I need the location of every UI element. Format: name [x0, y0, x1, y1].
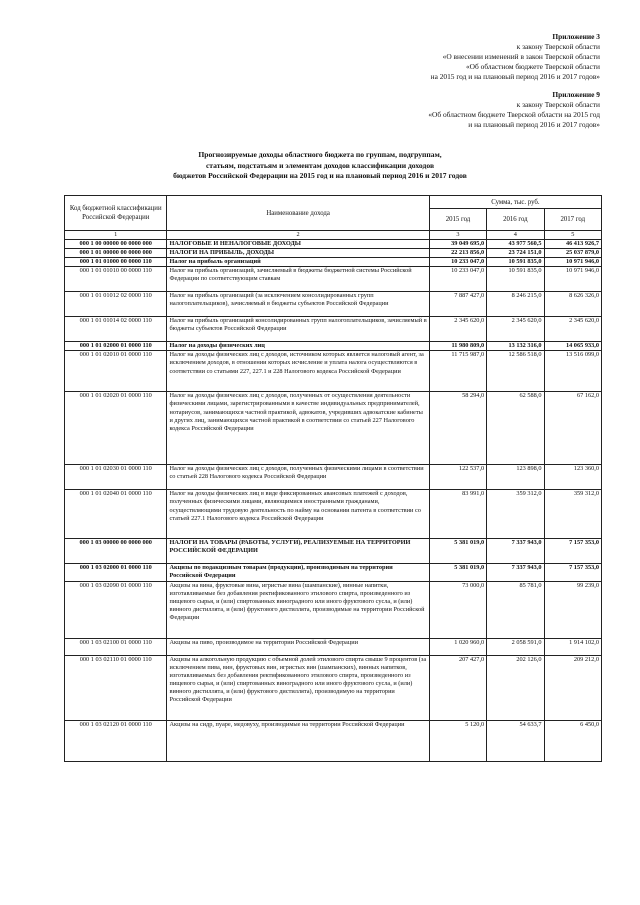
- header-name: Наименование дохода: [167, 196, 429, 231]
- appendix-3-heading: Приложение 3: [552, 32, 600, 41]
- budget-code-cell: 000 1 03 00000 00 0000 000: [65, 539, 167, 564]
- amount-2015-cell: 207 427,0: [429, 655, 486, 720]
- table-row: [65, 581, 602, 638]
- income-name-cell: Налог на прибыль организаций: [167, 258, 429, 267]
- amount-2016-cell: 359 312,0: [487, 490, 544, 539]
- document-title: [90, 150, 550, 182]
- amount-2017-cell: 359 312,0: [544, 490, 601, 539]
- column-number: 2: [167, 231, 429, 240]
- budget-code-cell: 000 1 03 02090 01 0000 110: [65, 581, 167, 638]
- appendix-9-block: [428, 90, 600, 130]
- amount-2015-cell: 83 991,0: [429, 490, 486, 539]
- amount-2017-cell: 99 239,0: [544, 581, 601, 638]
- table-row: [65, 490, 602, 539]
- table-row: [65, 539, 602, 564]
- budget-code-cell: 000 1 03 02110 01 0000 110: [65, 655, 167, 720]
- header-year-2016: 2016 год: [487, 209, 544, 231]
- income-name-cell: Акцизы на вина, фруктовые вина, игристые вина (шампанские), винные напитки, изготавливаемые без добавления ректификованного этилового спирта, произведенного из пищевого сырья, и (или) спиртованных виноградного или иного фруктового сусла, и (или) винного дистиллята, и (или) фруктового дистиллята, производимые на территории Российской Федерации: [167, 581, 429, 638]
- amount-2015-cell: 2 345 620,0: [429, 317, 486, 342]
- amount-2016-cell: 7 337 943,0: [487, 564, 544, 581]
- income-name-cell: Акцизы на алкогольную продукцию с объемной долей этилового спирта свыше 9 процентов (за исключением пива, вин, фруктовых вин, игристых вин (шампанских), винных напитков, изготавливаемых без добавления ректификованного этилового спирта, произведенного из пищевого сырья, и (или) спиртованных виноградного или иного фруктового сусла, и (или) винного дистиллята, и (или) фруктового дистиллята), производимую на территории Российской Федерации: [167, 655, 429, 720]
- amount-2017-cell: 25 037 879,0: [544, 249, 601, 258]
- income-name-cell: НАЛОГОВЫЕ И НЕНАЛОГОВЫЕ ДОХОДЫ: [167, 240, 429, 249]
- column-number-row: [65, 231, 602, 240]
- amount-2017-cell: 67 162,0: [544, 392, 601, 465]
- amount-2017-cell: 2 345 620,0: [544, 317, 601, 342]
- table-row: [65, 267, 602, 292]
- budget-code-cell: 000 1 01 01012 02 0000 110: [65, 292, 167, 317]
- title-line: Прогнозируемые доходы областного бюджета по группам, подгруппам,: [198, 150, 442, 159]
- amount-2015-cell: 11 715 987,0: [429, 351, 486, 392]
- budget-code-cell: 000 1 01 01010 00 0000 110: [65, 267, 167, 292]
- budget-code-cell: 000 1 01 01014 02 0000 110: [65, 317, 167, 342]
- amount-2015-cell: 11 980 809,0: [429, 342, 486, 351]
- header-year-2017: 2017 год: [544, 209, 601, 231]
- amount-2015-cell: 7 887 427,0: [429, 292, 486, 317]
- appendix-9-line: и на плановый период 2016 и 2017 годов»: [468, 120, 600, 129]
- budget-code-cell: 000 1 03 02100 01 0000 110: [65, 638, 167, 655]
- income-name-cell: Акцизы по подакцизным товарам (продукции), производимым на территории Российской Федерации: [167, 564, 429, 581]
- amount-2015-cell: 5 120,0: [429, 720, 486, 761]
- appendix-3-block: [431, 32, 600, 82]
- budget-code-cell: 000 1 01 02010 01 0000 110: [65, 351, 167, 392]
- amount-2017-cell: 209 212,0: [544, 655, 601, 720]
- table-row: [65, 465, 602, 490]
- amount-2015-cell: 5 381 019,0: [429, 564, 486, 581]
- amount-2016-cell: 2 345 620,0: [487, 317, 544, 342]
- header-amount: Сумма, тыс. руб.: [429, 196, 601, 209]
- budget-code-cell: 000 1 01 00000 00 0000 000: [65, 249, 167, 258]
- income-name-cell: Налог на прибыль организаций консолидированных групп налогоплательщиков, зачисляемый в бюджеты субъектов Российской Федерации: [167, 317, 429, 342]
- amount-2015-cell: 58 294,0: [429, 392, 486, 465]
- table-row: [65, 258, 602, 267]
- table-row: [65, 720, 602, 761]
- amount-2017-cell: 8 626 326,0: [544, 292, 601, 317]
- column-number: 1: [65, 231, 167, 240]
- amount-2015-cell: 10 233 047,0: [429, 267, 486, 292]
- income-name-cell: Налог на прибыль организаций, зачисляемый в бюджеты бюджетной системы Российской Федерации по соответствующим ставкам: [167, 267, 429, 292]
- budget-code-cell: 000 1 01 02040 01 0000 110: [65, 490, 167, 539]
- amount-2017-cell: 46 413 926,7: [544, 240, 601, 249]
- title-line: статьям, подстатьям и элементам доходов классификации доходов: [205, 160, 435, 170]
- amount-2015-cell: 122 537,0: [429, 465, 486, 490]
- budget-code-cell: 000 1 03 02000 01 0000 110: [65, 564, 167, 581]
- table-row: [65, 292, 602, 317]
- amount-2016-cell: 202 126,0: [487, 655, 544, 720]
- table-row: [65, 240, 602, 249]
- amount-2015-cell: 1 020 960,0: [429, 638, 486, 655]
- amount-2015-cell: 10 233 047,0: [429, 258, 486, 267]
- amount-2016-cell: 54 633,7: [487, 720, 544, 761]
- amount-2015-cell: 22 213 856,0: [429, 249, 486, 258]
- amount-2017-cell: 10 971 946,0: [544, 267, 601, 292]
- budget-code-cell: 000 1 01 01000 00 0000 110: [65, 258, 167, 267]
- budget-code-cell: 000 1 01 02020 01 0000 110: [65, 392, 167, 465]
- income-name-cell: Налог на доходы физических лиц: [167, 342, 429, 351]
- amount-2016-cell: 8 246 215,0: [487, 292, 544, 317]
- budget-code-cell: 000 1 00 00000 00 0000 000: [65, 240, 167, 249]
- amount-2016-cell: 13 132 316,0: [487, 342, 544, 351]
- table-body: [65, 240, 602, 762]
- appendix-9-heading: Приложение 9: [552, 90, 600, 99]
- table-row: [65, 342, 602, 351]
- table-row: [65, 638, 602, 655]
- table-row: [65, 249, 602, 258]
- amount-2016-cell: 12 586 518,0: [487, 351, 544, 392]
- amount-2016-cell: 10 591 835,0: [487, 258, 544, 267]
- amount-2017-cell: 1 914 102,0: [544, 638, 601, 655]
- table-row: [65, 392, 602, 465]
- revenue-table: [64, 195, 602, 762]
- budget-code-cell: 000 1 01 02000 01 0000 110: [65, 342, 167, 351]
- income-name-cell: Налог на прибыль организаций (за исключением консолидированных групп налогоплательщиков), зачисляемый в бюджеты субъектов Российской Федерации: [167, 292, 429, 317]
- amount-2016-cell: 85 781,0: [487, 581, 544, 638]
- amount-2016-cell: 2 058 591,0: [487, 638, 544, 655]
- amount-2015-cell: 5 381 019,0: [429, 539, 486, 564]
- income-name-cell: Акцизы на пиво, производимое на территории Российской Федерации: [167, 638, 429, 655]
- income-name-cell: Налог на доходы физических лиц с доходов, источником которых является налоговый агент, за исключением доходов, в отношении которых исчисление и уплата налога осуществляются в соответствии со статьями 227, 227.1 и 228 Налогового кодекса Российской Федерации: [167, 351, 429, 392]
- amount-2016-cell: 62 588,0: [487, 392, 544, 465]
- budget-code-cell: 000 1 03 02120 01 0000 110: [65, 720, 167, 761]
- table-header-row: [65, 196, 602, 209]
- amount-2017-cell: 123 360,0: [544, 465, 601, 490]
- amount-2017-cell: 10 971 946,0: [544, 258, 601, 267]
- amount-2017-cell: 7 157 353,0: [544, 564, 601, 581]
- column-number: 4: [487, 231, 544, 240]
- amount-2017-cell: 6 450,0: [544, 720, 601, 761]
- amount-2016-cell: 43 977 560,5: [487, 240, 544, 249]
- appendix-3-line: «Об областном бюджете Тверской области: [465, 62, 600, 71]
- appendix-3-line: «О внесении изменений в закон Тверской области: [442, 52, 600, 61]
- income-name-cell: Налог на доходы физических лиц с доходов, полученных физическими лицами в соответствии со статьей 228 Налогового кодекса Российской Федерации: [167, 465, 429, 490]
- budget-code-cell: 000 1 01 02030 01 0000 110: [65, 465, 167, 490]
- income-name-cell: Налог на доходы физических лиц с доходов, полученных от осуществления деятельности физическими лицами, зарегистрированными в качестве индивидуальных предпринимателей, нотариусов, занимающихся частной практикой, адвокатов, учредивших адвокатские кабинеты и других лиц, занимающихся частной практикой в соответствии со статьей 227 Налогового кодекса Российской Федерации: [167, 392, 429, 465]
- table-row: [65, 564, 602, 581]
- header-code: Код бюджетной классификации Российской Федерации: [65, 196, 167, 231]
- income-name-cell: НАЛОГИ НА ПРИБЫЛЬ, ДОХОДЫ: [167, 249, 429, 258]
- amount-2016-cell: 7 337 943,0: [487, 539, 544, 564]
- amount-2016-cell: 10 591 835,0: [487, 267, 544, 292]
- amount-2017-cell: 14 065 933,0: [544, 342, 601, 351]
- amount-2016-cell: 23 724 151,0: [487, 249, 544, 258]
- income-name-cell: НАЛОГИ НА ТОВАРЫ (РАБОТЫ, УСЛУГИ), РЕАЛИЗУЕМЫЕ НА ТЕРРИТОРИИ РОССИЙСКОЙ ФЕДЕРАЦИИ: [167, 539, 429, 564]
- column-number: 3: [429, 231, 486, 240]
- income-name-cell: Акцизы на сидр, пуаре, медовуху, производимые на территории Российской Федерации: [167, 720, 429, 761]
- appendix-3-line: на 2015 год и на плановый период 2016 и 2017 годов»: [430, 72, 600, 81]
- header-year-2015: 2015 год: [429, 209, 486, 231]
- title-line: бюджетов Российской Федерации на 2015 год и на плановый период 2016 и 2017 годов: [173, 171, 467, 180]
- amount-2017-cell: 13 516 099,0: [544, 351, 601, 392]
- appendix-9-line: «Об областном бюджете Тверской области на 2015 год: [428, 110, 600, 119]
- amount-2015-cell: 73 000,0: [429, 581, 486, 638]
- amount-2015-cell: 39 049 695,0: [429, 240, 486, 249]
- income-name-cell: Налог на доходы физических лиц в виде фиксированных авансовых платежей с доходов, полученных физическими лицами, являющимися иностранными гражданами, осуществляющими трудовую деятельность по найму на основании патента в соответствии со статьей 227.1 Налогового кодекса Российской Федерации: [167, 490, 429, 539]
- appendix-3-line: к закону Тверской области: [516, 42, 600, 51]
- appendix-9-line: к закону Тверской области: [516, 100, 600, 109]
- table-row: [65, 655, 602, 720]
- column-number: 5: [544, 231, 601, 240]
- amount-2016-cell: 123 898,0: [487, 465, 544, 490]
- amount-2017-cell: 7 157 353,0: [544, 539, 601, 564]
- table-row: [65, 317, 602, 342]
- table-row: [65, 351, 602, 392]
